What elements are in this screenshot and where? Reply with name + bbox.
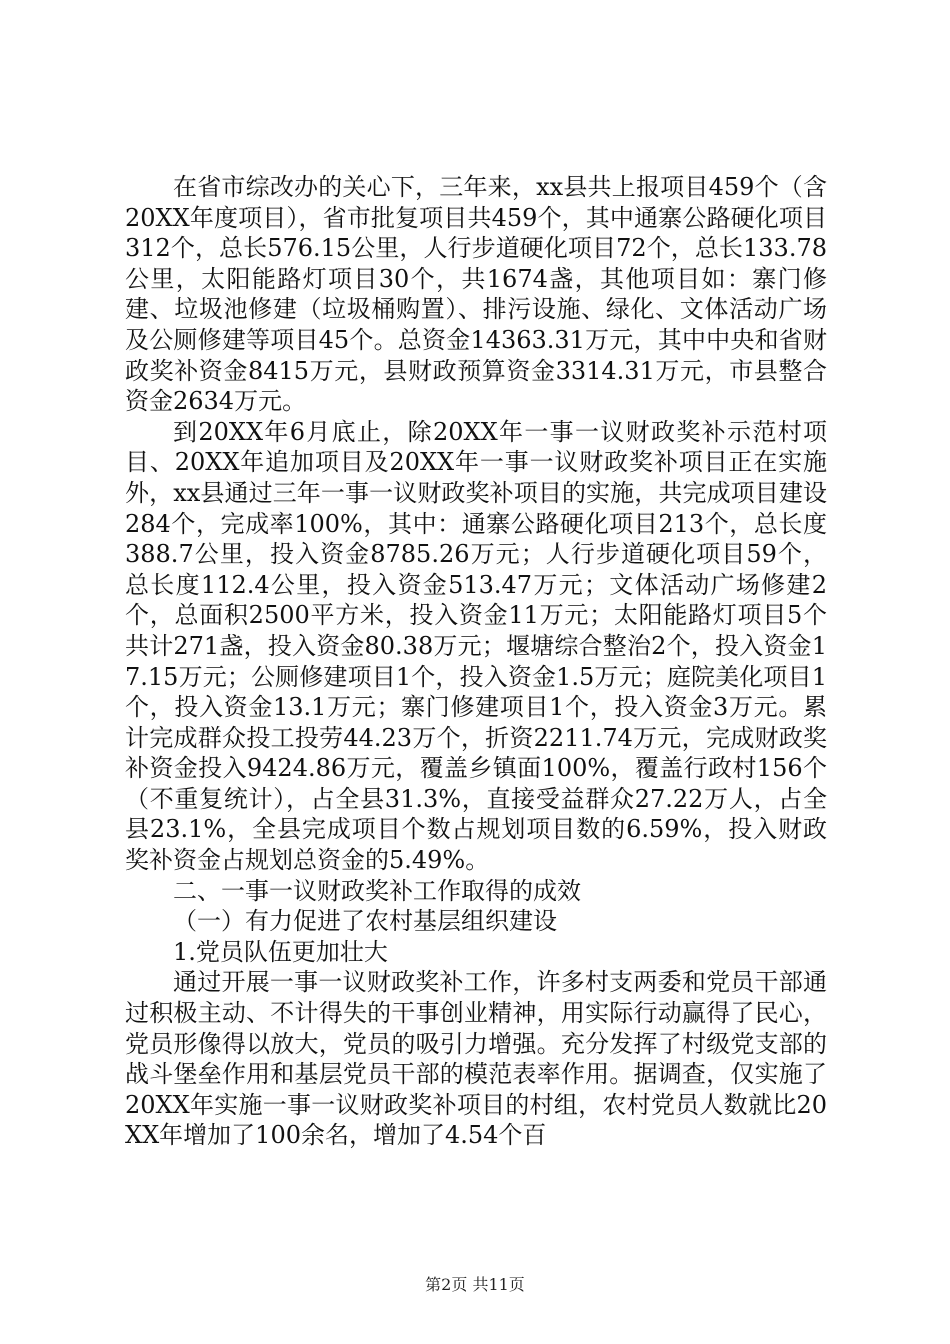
paragraph-party-members: 通过开展一事一议财政奖补工作，许多村支两委和党员干部通过积极主动、不计得失的干事创业精神，用实际行动赢得了民心，党员形像得以放大，党员的吸引力增强。充分发挥了村级党支部的战斗堡垒作用和基层党员干部的模范表率作用。据调查，仅实施了20XX年实施一事一议财政奖补项目的村组，农村党员人数就比20XX年增加了100余名，增加了4.54个百 bbox=[125, 968, 827, 1150]
page-footer: 第2页 共11页 bbox=[425, 1275, 525, 1294]
item-heading-party-members: 1.党员队伍更加壮大 bbox=[173, 937, 388, 966]
paragraph-project-overview: 在省市综改办的关心下，三年来，xx县共上报项目459个（含20XX年度项目），省市批复项目共459个，其中通寨公路硬化项目312个，总长576.15公里，人行步道硬化项目72个，总长133.78公里，太阳能路灯项目30个，共1674盏，其他项目如：寨门修建、垃圾池修建（垃圾桶购置）、排污设施、绿化、文体活动广场及公厕修建等项目45个。总资金14363.31万元，其中中央和省财政奖补资金8415万元，县财政预算资金3314.31万元，市县整合资金2634万元。 bbox=[125, 173, 827, 416]
paragraph-project-completion: 到20XX年6月底止，除20XX年一事一议财政奖补示范村项目、20XX年追加项目及20XX年一事一议财政奖补项目正在实施外，xx县通过三年一事一议财政奖补项目的实施，共完成项目建设284个，完成率100%，其中：通寨公路硬化项目213个，总长度388.7公里，投入资金8785.26万元；人行步道硬化项目59个，总长度112.4公里，投入资金513.47万元；文体活动广场修建2个，总面积2500平方米，投入资金11万元；太阳能路灯项目5个共计271盏，投入资金80.38万元；堰塘综合整治2个，投入资金17.15万元；公厕修建项目1个，投入资金1.5万元；庭院美化项目1个，投入资金13.1万元；寨门修建项目1个，投入资金3万元。累计完成群众投工投劳44.23万个，折资2211.74万元，完成财政奖补资金投入9424.86万元，覆盖乡镇面100%，覆盖行政村156个（不重复统计），占全县31.3%，直接受益群众27.22万人，占全县23.1%，全县完成项目个数占规划项目数的6.59%，投入财政奖补资金占规划总资金的5.49%。 bbox=[125, 417, 827, 875]
subsection-heading-grassroots: （一）有力促进了农村基层组织建设 bbox=[173, 907, 557, 936]
section-heading-achievements: 二、一事一议财政奖补工作取得的成效 bbox=[173, 876, 581, 905]
document-body bbox=[125, 172, 827, 1151]
